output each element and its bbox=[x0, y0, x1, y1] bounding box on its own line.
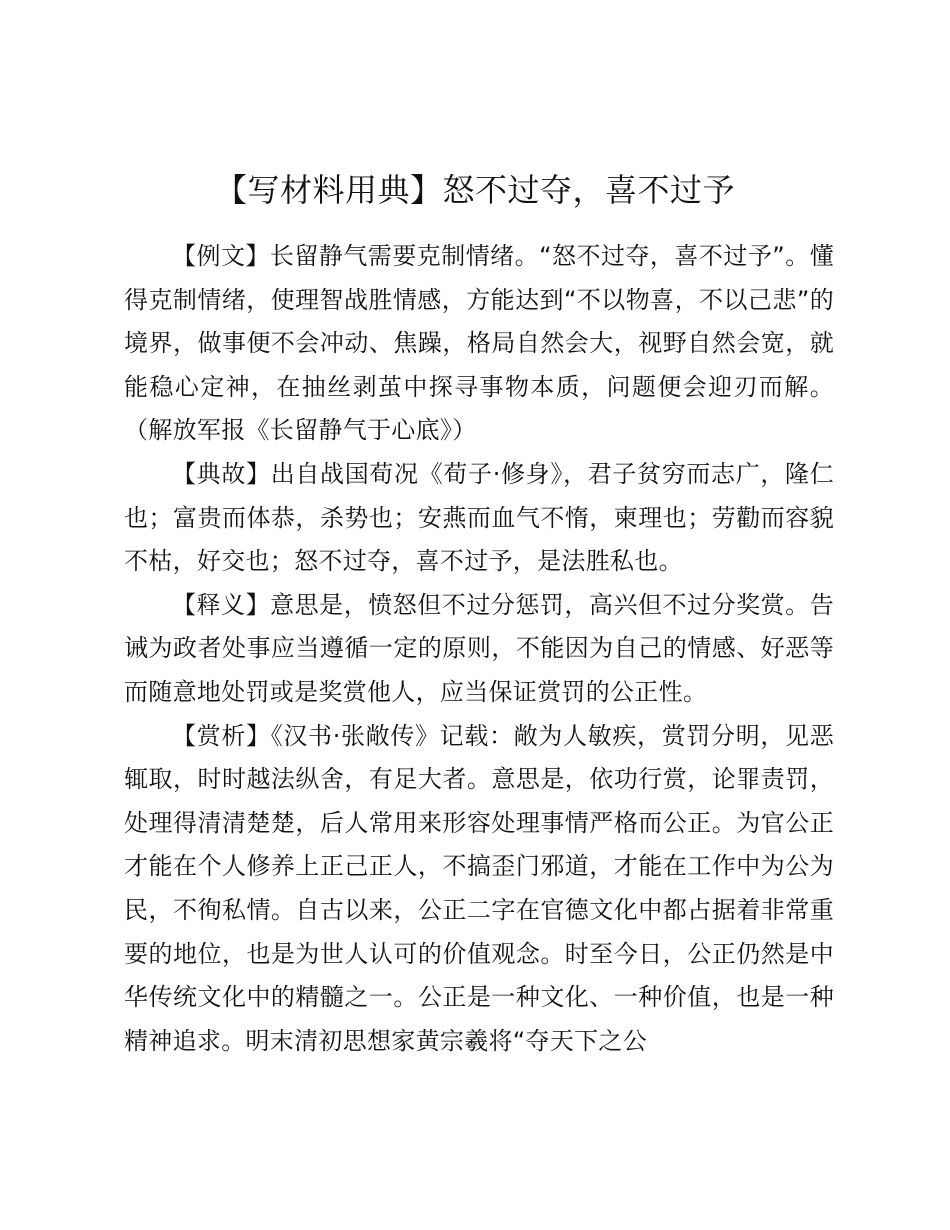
paragraph-label: 【释义】 bbox=[172, 590, 271, 619]
paragraph-text: 意思是，愤怒但不过分惩罚，高兴但不过分奖赏。告诫为政者处事应当遵循一定的原则，不能因为自己的情感、好恶等而随意地处罚或是奖赏他人，应当保证赏罚的公正性。 bbox=[124, 590, 834, 706]
paragraph-meaning bbox=[124, 584, 834, 715]
paragraph-example bbox=[124, 235, 834, 453]
paragraph-analysis bbox=[124, 715, 834, 1064]
paragraph-label: 【典故】 bbox=[172, 459, 271, 488]
paragraph-allusion bbox=[124, 453, 834, 584]
page-title: 【写材料用典】怒不过夺，喜不过予 bbox=[214, 171, 735, 209]
paragraph-text: 出自战国荀况《荀子·修身》，君子贫穷而志广，隆仁也；富贵而体恭，杀势也；安燕而血气不惰，柬理也；劳勸而容貌不枯，好交也；怒不过夺，喜不过予，是法胜私也。 bbox=[124, 459, 835, 576]
document-body bbox=[124, 235, 834, 1063]
paragraph-text: 《汉书·张敞传》记载：敞为人敏疾，赏罚分明，见恶辄取，时时越法纵舍，有足大者。意思是，依功行赏，论罪责罚，处理得清清楚楚，后人常用来形容处理事情严格而公正。为官公正才能在个人修养上正己正人，不搞歪门邪道，才能在工作中为公为民，不徇私情。自古以来，公正二字在官德文化中都占据着非常重要的地位，也是为世人认可的价值观念。时至今日，公正仍然是中华传统文化中的精髓之一。公正是一种文化、一种价值，也是一种精神追求。明末清初思想家黄宗羲将“夺天下之公 bbox=[124, 721, 835, 1055]
paragraph-label: 【赏析】 bbox=[172, 721, 271, 750]
paragraph-text: 长留静气需要克制情绪。“怒不过夺，喜不过予”。懂得克制情绪，使理智战胜情感，方能达到“不以物喜，不以己悲”的境界，做事便不会冲动、焦躁，格局自然会大，视野自然会宽，就能稳心定神，在抽丝剥茧中探寻事物本质，问题便会迎刃而解。（解放军报《长留静气于心底》） bbox=[124, 242, 834, 445]
paragraph-label: 【例文】 bbox=[172, 242, 270, 270]
